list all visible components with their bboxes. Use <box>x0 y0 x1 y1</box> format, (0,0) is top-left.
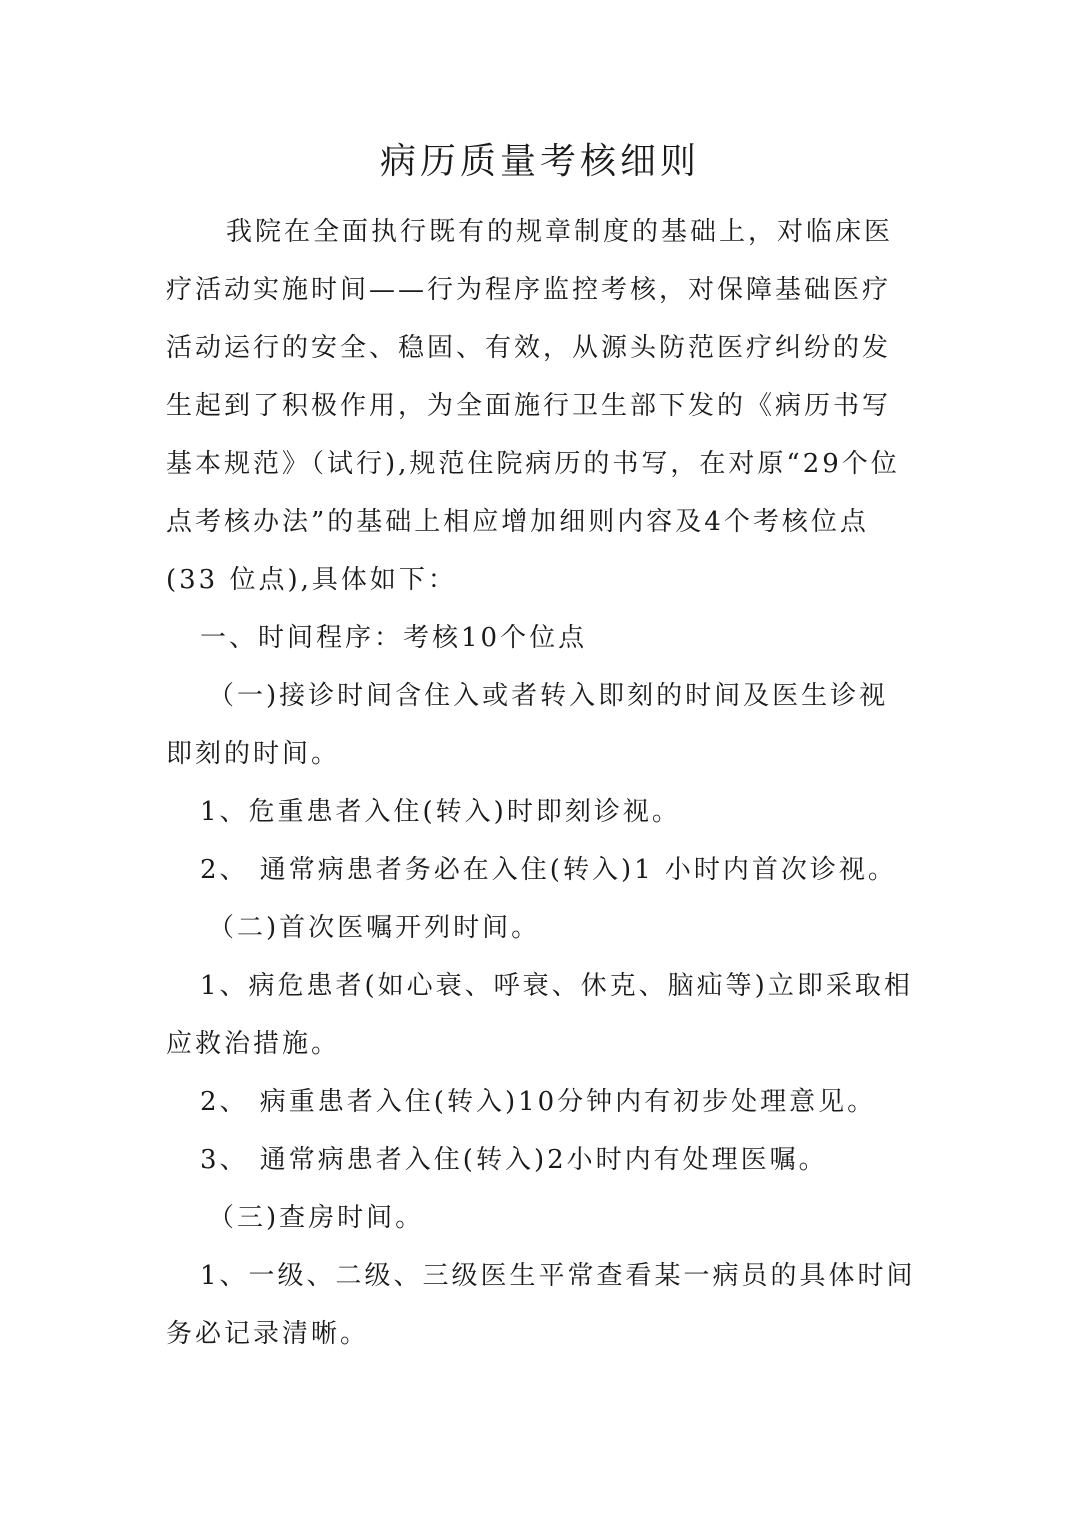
subsection-ward-round-time: （三)查房时间。 <box>208 1203 425 1233</box>
subsection-first-order-time: （二)首次医嘱开列时间。 <box>208 913 541 943</box>
subsection-reception-time: （一)接诊时间含住入或者转入即刻的时间及医生诊视即刻的时间。 <box>166 681 889 769</box>
list-item: 1、一级、二级、三级医生平常查看某一病员的具体时间务必记录清晰。 <box>166 1261 916 1349</box>
list-item: 2、 病重患者入住(转入)10分钟内有初步处理意见。 <box>200 1087 877 1117</box>
list-item: 1、危重患者入住(转入)时即刻诊视。 <box>200 797 681 827</box>
list-item: 1、病危患者(如心衰、呼衰、休克、脑疝等)立即采取相应救治措施。 <box>166 971 913 1059</box>
list-item: 2、 通常病患者务必在入住(转入)1 小时内首次诊视。 <box>200 855 897 885</box>
list-item: 3、 通常病患者入住(转入)2小时内有处理医嘱。 <box>200 1145 828 1175</box>
section-heading-time-procedure: 一、时间程序：考核10个位点 <box>200 623 588 653</box>
document-title: 病历质量考核细则 <box>379 141 700 183</box>
document-body <box>166 203 916 1363</box>
intro-paragraph: 我院在全面执行既有的规章制度的基础上，对临床医疗活动实施时间——行为程序监控考核，对保障基础医疗活动运行的安全、稳固、有效，从源头防范医疗纠纷的发生起到了积极作用，为全面施行卫生部下发的《病历书写基本规范》（试行),规范住院病历的书写，在对原“29个位点考核办法”的基础上相应增加细则内容及4个考核位点(33 位点),具体如下： <box>166 217 900 595</box>
